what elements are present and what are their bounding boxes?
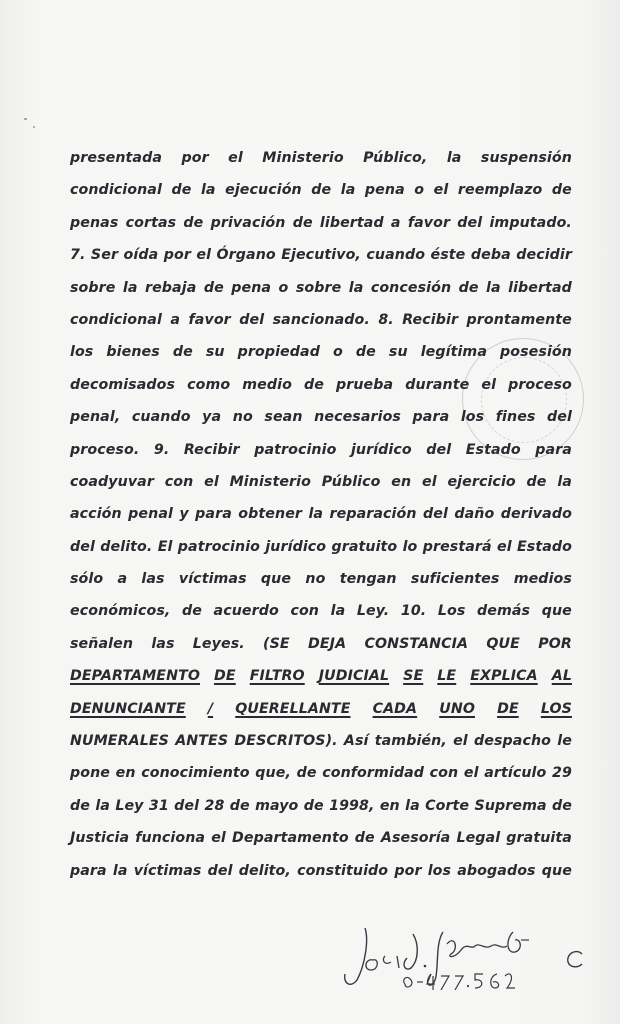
text-word: acción <box>70 506 122 523</box>
text-word: decomisados <box>70 376 176 393</box>
text-word: de <box>229 797 250 814</box>
text-word: con <box>290 603 320 620</box>
text-word: DE <box>214 668 236 685</box>
scan-speck <box>33 126 35 128</box>
text-word: sobre <box>295 279 342 296</box>
text-word: libertad <box>508 279 572 296</box>
text-word: de <box>296 765 317 782</box>
text-word: del <box>70 538 95 555</box>
text-word: para <box>70 862 107 879</box>
text-word: Ministerio <box>229 473 311 490</box>
text-line <box>70 660 572 692</box>
text-word: Ser <box>90 247 119 264</box>
text-word: del <box>426 441 452 458</box>
text-word: prueba <box>336 376 394 393</box>
text-line <box>70 369 572 401</box>
text-word: las <box>151 635 175 652</box>
text-word: condicional <box>70 311 162 328</box>
text-word: Ministerio <box>262 150 344 166</box>
text-word: DEJA <box>308 635 347 652</box>
text-word: LE <box>437 668 457 685</box>
handwritten-signature <box>335 910 575 1010</box>
text-word: reemplazo <box>457 182 543 199</box>
text-word: el <box>421 473 437 490</box>
text-word: de <box>552 797 572 814</box>
text-word: de <box>203 279 224 296</box>
text-word: derivado <box>500 506 572 523</box>
text-word: Asesoría <box>380 830 451 847</box>
text-word: penal <box>128 506 173 523</box>
text-word: Departamento <box>231 830 349 847</box>
text-word: 8. <box>378 311 394 328</box>
text-word: ejercicio <box>447 473 516 490</box>
text-word: delito, <box>238 862 291 879</box>
text-word: artículo <box>484 765 547 782</box>
text-word: privación <box>210 214 286 231</box>
text-word: el <box>196 247 212 264</box>
text-word: del <box>547 409 572 426</box>
text-word: DENUNCIANTE <box>70 700 186 717</box>
text-line <box>70 628 572 660</box>
text-word: de <box>171 182 192 199</box>
text-word: bienes <box>106 344 160 361</box>
text-line <box>70 822 572 854</box>
text-word: DE <box>497 700 519 717</box>
text-word: posesión <box>500 344 572 361</box>
text-line <box>70 142 572 174</box>
text-word: el <box>228 150 243 166</box>
text-word: QUE <box>486 635 520 652</box>
text-word: los <box>460 409 485 426</box>
text-word: de <box>181 603 202 620</box>
text-word: Público, <box>363 150 428 166</box>
text-word: de <box>303 376 324 393</box>
text-line <box>70 434 572 466</box>
text-word: penas <box>70 214 119 231</box>
text-word: para <box>412 409 450 426</box>
text-word: de <box>458 279 479 296</box>
text-word: penal, <box>70 409 121 426</box>
text-word: presentada <box>70 150 163 166</box>
text-word: LOS <box>540 700 572 717</box>
text-word: libertad <box>319 214 384 231</box>
text-word: fines <box>495 409 536 426</box>
text-word: el <box>496 538 512 555</box>
text-word: la <box>95 797 110 814</box>
text-word: las <box>141 571 165 588</box>
text-word: funciona <box>135 830 206 847</box>
text-word: o <box>278 279 289 296</box>
text-word: Estado <box>516 538 572 555</box>
text-word: imputado. <box>489 214 572 231</box>
text-line <box>70 207 572 239</box>
text-word: AL <box>551 668 572 685</box>
text-word: del <box>457 214 483 231</box>
text-word: a <box>117 571 128 588</box>
text-word: rebaja <box>144 279 197 296</box>
text-word: de <box>311 182 332 199</box>
text-word: como <box>187 376 231 393</box>
text-word: de <box>526 473 547 490</box>
text-word: 31 <box>148 797 169 814</box>
text-word: 9. <box>153 441 170 458</box>
text-word: que <box>541 603 572 620</box>
text-word: durante <box>405 376 470 393</box>
text-word: favor <box>188 311 231 328</box>
text-word: JUDICIAL <box>318 668 390 685</box>
text-line <box>70 272 572 304</box>
text-word: la <box>330 603 346 620</box>
text-word: la <box>486 279 501 296</box>
text-word: que, <box>255 765 291 782</box>
text-word: SE <box>403 668 424 685</box>
text-word: su <box>388 344 408 361</box>
text-word: NUMERALES <box>70 733 169 750</box>
text-line <box>70 693 572 725</box>
text-word: / <box>207 700 214 717</box>
text-word: cuando <box>131 409 191 426</box>
text-line <box>70 790 572 822</box>
text-line <box>70 498 572 530</box>
text-line <box>70 336 572 368</box>
text-word: Recibir <box>183 441 240 458</box>
text-word: a <box>170 311 181 328</box>
text-word: propiedad <box>237 344 320 361</box>
text-word: constituido <box>297 862 389 879</box>
text-word: Justicia <box>70 830 130 847</box>
text-word: concesión <box>370 279 452 296</box>
text-word: por <box>163 247 191 264</box>
text-word: pone <box>70 765 111 782</box>
text-word: Leyes. <box>192 635 245 652</box>
text-word: Corte <box>425 797 470 814</box>
text-word: económicos, <box>70 603 171 620</box>
text-line <box>70 466 572 498</box>
text-word: patrocinio <box>254 441 337 458</box>
text-word: no <box>232 409 253 426</box>
text-word: Ley <box>115 797 144 814</box>
text-word: CADA <box>372 700 418 717</box>
text-word: Órgano <box>216 247 276 264</box>
text-word: El <box>157 538 173 555</box>
text-word: UNO <box>439 700 475 717</box>
text-word: los <box>427 862 452 879</box>
text-word: los <box>70 344 94 361</box>
text-word: el <box>481 376 497 393</box>
document-body-text <box>70 142 572 887</box>
text-word: Los <box>437 603 466 620</box>
text-line <box>70 401 572 433</box>
text-word: la <box>200 182 216 199</box>
text-word: medios <box>513 571 572 588</box>
text-word: medio <box>242 376 292 393</box>
text-word: favor <box>407 214 451 231</box>
text-word: lo <box>402 538 418 555</box>
text-word: Suprema <box>474 797 547 814</box>
text-word: la <box>340 182 356 199</box>
text-word: oída <box>123 247 159 264</box>
text-word: el <box>433 182 449 199</box>
text-line <box>70 304 572 336</box>
text-word: con <box>164 473 194 490</box>
text-word: proceso. <box>70 441 140 458</box>
text-word: que <box>541 862 572 879</box>
text-word: mayo <box>255 797 299 814</box>
text-word: DEPARTAMENTO <box>70 668 201 685</box>
text-word: Recibir <box>402 311 459 328</box>
text-word: de <box>172 344 193 361</box>
text-word: decidir <box>516 247 572 264</box>
text-word: de <box>551 182 572 199</box>
text-word: demás <box>477 603 531 620</box>
text-word: tengan <box>339 571 397 588</box>
text-word: suficientes <box>410 571 500 588</box>
text-word: de <box>292 214 313 231</box>
text-word: para <box>195 506 232 523</box>
text-word: obtener <box>238 506 303 523</box>
text-word: la <box>557 473 572 490</box>
text-word: el <box>463 765 479 782</box>
text-word: Estado <box>465 441 521 458</box>
text-word: jurídico <box>265 538 327 555</box>
text-word: Ejecutivo, <box>281 247 361 264</box>
text-line <box>70 239 572 271</box>
text-word: CONSTANCIA <box>364 635 469 652</box>
text-word: necesarios <box>314 409 401 426</box>
text-word: condicional <box>70 182 162 199</box>
text-word: no <box>305 571 326 588</box>
text-word: señalen <box>70 635 134 652</box>
text-word: de <box>303 797 324 814</box>
text-word: o <box>414 182 425 199</box>
text-word: 10. <box>400 603 427 620</box>
text-word: víctimas <box>133 862 202 879</box>
text-line <box>70 595 572 627</box>
text-word: cuando <box>366 247 426 264</box>
text-word: pena <box>231 279 272 296</box>
text-word: FILTRO <box>249 668 305 685</box>
text-word: legítima <box>420 344 487 361</box>
text-word: del <box>422 506 448 523</box>
text-word: patrocinio <box>177 538 261 555</box>
text-word: del <box>239 311 265 328</box>
text-word: o <box>333 344 343 361</box>
text-word: Público <box>321 473 381 490</box>
text-word: POR <box>538 635 572 652</box>
text-word: del <box>207 862 233 879</box>
text-word: reparación <box>329 506 417 523</box>
text-word: despacho <box>474 733 552 750</box>
text-word: en <box>379 797 400 814</box>
text-word: 7. <box>70 247 86 264</box>
text-word: acuerdo <box>213 603 279 620</box>
text-word: el <box>204 473 219 490</box>
text-line <box>70 563 572 595</box>
text-word: gratuita <box>506 830 572 847</box>
text-word: éste <box>430 247 466 264</box>
text-word: también, <box>374 733 447 750</box>
text-word: conocimiento <box>141 765 250 782</box>
text-word: ejecución <box>225 182 302 199</box>
text-word: la <box>446 150 462 166</box>
text-word: para <box>535 441 572 458</box>
text-word: Legal <box>456 830 501 847</box>
text-word: 29 <box>551 765 572 782</box>
text-word: 1998, <box>329 797 375 814</box>
text-word: sancionado. <box>272 311 370 328</box>
text-word: jurídico <box>350 441 412 458</box>
text-line <box>70 757 572 789</box>
text-word: coadyuvar <box>70 473 154 490</box>
text-word: en <box>391 473 412 490</box>
text-word: Ley. <box>356 603 390 620</box>
text-word: el <box>453 733 468 750</box>
text-word: ANTES <box>175 733 229 750</box>
text-word: deba <box>470 247 511 264</box>
text-line <box>70 725 572 757</box>
text-line <box>70 855 572 887</box>
text-word: la <box>122 279 138 296</box>
text-word: DESCRITOS). <box>234 733 338 750</box>
text-word: 28 <box>204 797 225 814</box>
text-word: suspensión <box>480 150 572 166</box>
text-word: ya <box>202 409 222 426</box>
text-word: sobre <box>70 279 116 296</box>
text-word: abogados <box>457 862 536 879</box>
text-word: gratuito <box>331 538 398 555</box>
text-word: de <box>183 214 204 231</box>
text-word: prestará <box>422 538 492 555</box>
handwritten-mark <box>560 944 590 974</box>
text-word: la <box>308 506 324 523</box>
text-word: con <box>429 765 459 782</box>
text-word: conformidad <box>322 765 425 782</box>
text-word: QUERELLANTE <box>235 700 351 717</box>
text-word: Así <box>343 733 369 750</box>
text-word: sean <box>264 409 303 426</box>
text-word: cortas <box>125 214 177 231</box>
text-word: por <box>181 150 209 166</box>
text-word: en <box>115 765 136 782</box>
text-word: de <box>70 797 90 814</box>
text-word: prontamente <box>466 311 572 328</box>
text-word: sólo <box>70 571 104 588</box>
text-word: pena <box>364 182 405 199</box>
text-word: que <box>260 571 292 588</box>
text-word: delito. <box>100 538 153 555</box>
text-word: su <box>205 344 225 361</box>
text-word: del <box>174 797 200 814</box>
text-word: EXPLICA <box>470 668 538 685</box>
text-word: por <box>394 862 422 879</box>
text-word: la <box>348 279 364 296</box>
text-word: de <box>354 830 375 847</box>
text-word: la <box>112 862 128 879</box>
text-word: proceso <box>508 376 572 393</box>
text-line <box>70 174 572 206</box>
text-word: le <box>557 733 572 750</box>
scan-speck <box>24 118 27 120</box>
text-word: y <box>179 506 189 523</box>
text-word: daño <box>454 506 495 523</box>
text-line <box>70 531 572 563</box>
text-word: la <box>405 797 420 814</box>
text-word: el <box>211 830 226 847</box>
text-word: (SE <box>263 635 290 652</box>
text-word: víctimas <box>178 571 247 588</box>
text-word: a <box>390 214 401 231</box>
text-word: de <box>355 344 376 361</box>
